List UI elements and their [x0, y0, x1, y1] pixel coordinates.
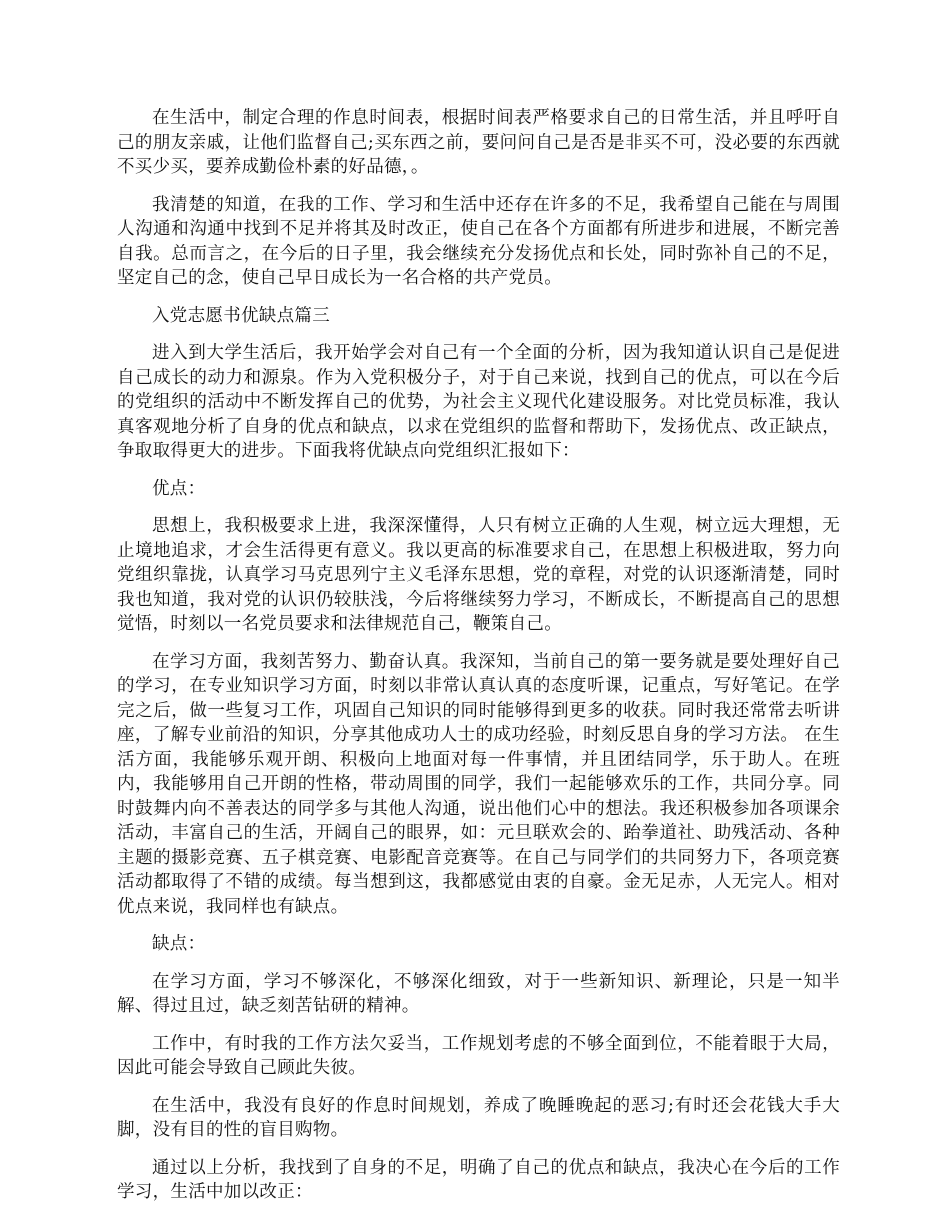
paragraph-conclusion: 通过以上分析，我找到了自身的不足，明确了自己的优点和缺点，我决心在今后的工作学习，生活中加以改正：: [117, 1157, 840, 1202]
paragraph-ideology: 思想上，我积极要求上进，我深深懂得，人只有树立正确的人生观，树立远大理想，无止境地追求，才会生活得更有意义。我以更高的标准要求自己，在思想上积极进取，努力向党组织靠拢，认真学习马克思列宁主义毛泽东思想，党的章程，对党的认识逐渐清楚，同时我也知道，我对党的认识仍较肤浅，今后将继续努力学习，不断成长，不断提高自己的思想觉悟，时刻以一名党员要求和法律规范自己，鞭策自己。: [117, 516, 840, 634]
paragraph-self-improvement: 我清楚的知道，在我的工作、学习和生活中还存在许多的不足，我希望自己能在与周围人沟通和沟通中找到不足并将其及时改正，使自己在各个方面都有所进步和进展，不断完善自我。总而言之，在今后的日子里，我会继续充分发扬优点和长处，同时弥补自己的不足，坚定自己的念，使自己早日成长为一名合格的共产党员。: [117, 194, 840, 288]
document-body: [117, 106, 840, 1218]
paragraph-life-schedule: 在生活中，制定合理的作息时间表，根据时间表严格要求自己的日常生活，并且呼吁自己的朋友亲戚，让他们监督自己;买东西之前，要问问自己是否是非买不可，没必要的东西就不买少买，要养成勤俭朴素的好品德，。: [117, 108, 840, 177]
strengths-heading: 优点：: [152, 478, 206, 499]
weaknesses-heading: 缺点：: [152, 934, 206, 954]
paragraph-study-and-life: 在学习方面，我刻苦努力、勤奋认真。我深知，当前自己的第一要务就是要处理好自己的学习，在专业知识学习方面，时刻以非常认真认真的态度听课，记重点，写好笔记。在学完之后，做一些复习工作，巩固自己知识的同时能够得到更多的收获。同时我还常常去听讲座，了解专业前沿的知识，分享其他成功人士的成功经验，时刻反思自身的学习方法。 在生活方面，我能够乐观开朗、积极向上地面对每一件事情，并且团结同学，乐于助人。在班内，我能够用自己开朗的性格，带动周围的同学，我们一起能够欢乐的工作，共同分享。同时鼓舞内向不善表达的同学多与其他人沟通，说出他们心中的想法。我还积极参加各项课余活动，丰富自己的生活，开阔自己的眼界，如：元旦联欢会的、跆拳道社、助残活动、各种主题的摄影竞赛、五子棋竞赛、电影配音竞赛等。在自己与同学们的共同努力下，各项竞赛活动都取得了不错的成绩。每当想到这，我都感觉由衷的自豪。金无足赤，人无完人。相对优点来说，我同样也有缺点。: [117, 651, 840, 917]
paragraph-study-weakness: 在学习方面，学习不够深化，不够深化细致，对于一些新知识、新理论，只是一知半解、得过且过，缺乏刻苦钻研的精神。: [117, 971, 840, 1016]
section-heading: 入党志愿书优缺点篇三: [152, 305, 330, 326]
paragraph-introduction: 进入到大学生活后，我开始学会对自己有一个全面的分析，因为我知道认识自己是促进自己成长的动力和源泉。作为入党积极分子，对于自己来说，找到自己的优点，可以在今后的党组织的活动中不断发挥自己的优势，为社会主义现代化建设服务。对比党员标准，我认真客观地分析了自身的优点和缺点，以求在党组织的监督和帮助下，发扬优点、改正缺点，争取取得更大的进步。下面我将优缺点向党组织汇报如下：: [117, 343, 840, 461]
paragraph-work-weakness: 工作中，有时我的工作方法欠妥当，工作规划考虑的不够全面到位，不能着眼于大局，因此可能会导致自己顾此失彼。: [117, 1033, 840, 1078]
paragraph-life-weakness: 在生活中，我没有良好的作息时间规划，养成了晚睡晚起的恶习;有时还会花钱大手大脚，没有目的性的盲目购物。: [117, 1095, 840, 1140]
